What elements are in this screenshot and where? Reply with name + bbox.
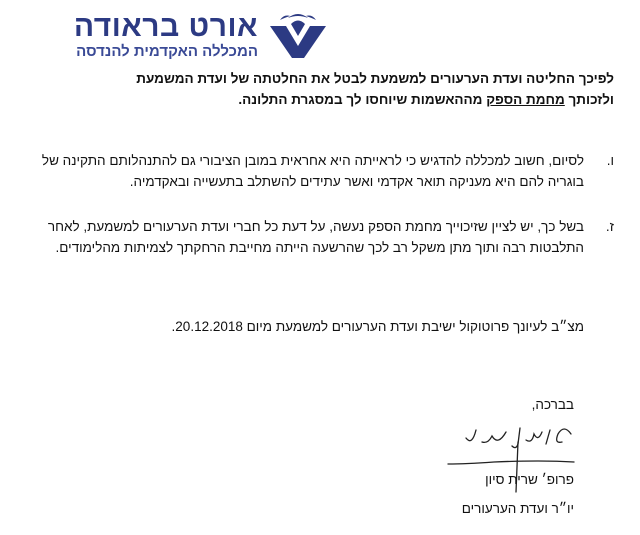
list-item-text: לסיום, חשוב למכללה להדגיש כי לראייתה היא אחראית במובן הציבורי גם להתנהלותם התקינה של בוגריה להם היא מעניקה תואר אקדמי ואשר עתידים להשתלב בתעשייה ובאקדמיה.	[41, 153, 584, 189]
decision-line-2-end: מההאשמות שיוחסו לך במסגרת התלונה.	[238, 92, 487, 107]
braude-logo-icon	[266, 12, 330, 60]
list-item-number: ו.	[606, 153, 614, 168]
institution-name: אורט בראודה	[73, 10, 258, 43]
decision-line-2	[20, 89, 614, 110]
list-item-number: ז.	[605, 219, 614, 234]
list-item	[22, 216, 614, 258]
attachment-reference: מצ״ב לעיונך פרוטוקול ישיבת ועדת הערעורים למשמעת מיום 20.12.2018.	[171, 319, 584, 334]
decision-line-2-start: ולזכותך	[564, 92, 614, 107]
institution-subtitle: המכללה האקדמית להנדסה	[76, 43, 258, 60]
letterhead-logo	[68, 12, 330, 64]
decision-underlined-phrase: מחמת הספק	[486, 92, 565, 107]
signer-name: פרופ׳ שרית סיון	[485, 472, 574, 487]
list-item-text: בשל כך, יש לציין שזיכוייך מחמת הספק נעשה, על דעת כל חברי ועדת הערעורים למשמעת, לאחר התלבטות רבה ותוך מתן משקל רב לכך שהרשעה הייתה מחייבת הרחקתך לצמיתות מהלימודים.	[47, 219, 584, 255]
signer-role: יו״ר ועדת הערעורים	[461, 501, 574, 516]
list-item	[22, 150, 614, 192]
decision-line-1: לפיכך החליטה ועדת הערעורים למשמעת לבטל את החלטתה של ועדת המשמעת	[136, 71, 614, 86]
closing-greeting: בברכה,	[531, 397, 574, 412]
decision-paragraph	[20, 68, 614, 110]
